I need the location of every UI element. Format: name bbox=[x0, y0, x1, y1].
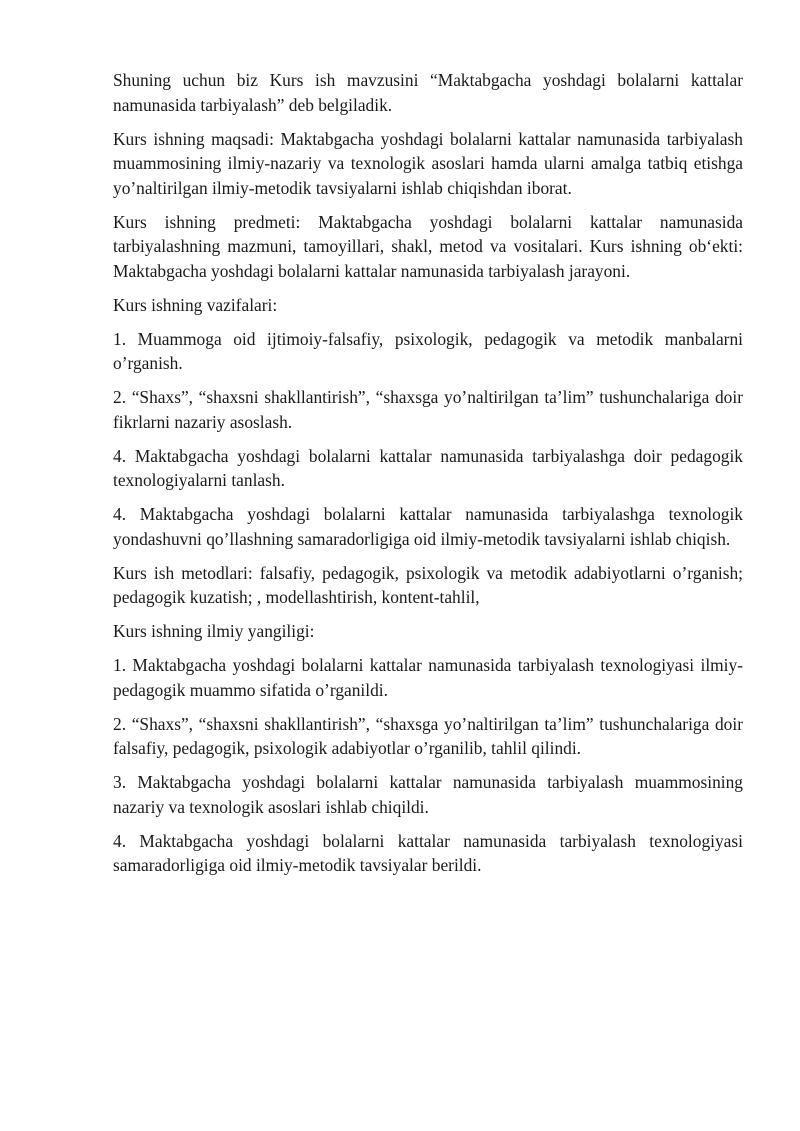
list-item-novelty: 2. “Shaxs”, “shaxsni shakllantirish”, “shaxsga yo’naltirilgan ta’lim” tushunchalariga doir falsafiy, pedagogik, psixologik adabiyotlar o’rganilib, tahlil qilindi. bbox=[113, 713, 743, 758]
list-item-task: 4. Maktabgacha yoshdagi bolalarni kattalar namunasida tarbiyalashga texnologik yondashuvni qo’llashning samaradorligiga oid ilmiy-metodik tavsiyalarni ishlab chiqish. bbox=[113, 504, 743, 549]
paragraph-methods: Kurs ish metodlari: falsafiy, pedagogik, psixologik va metodik adabiyotlarni o’rganish; pedagogik kuzatish; , modellashtirish, kontent-tahlil, bbox=[113, 562, 743, 607]
list-item-task: 4. Maktabgacha yoshdagi bolalarni kattalar namunasida tarbiyalashga doir pedagogik texnologiyalarni tanlash. bbox=[113, 445, 743, 490]
paragraph-goal: Kurs ishning maqsadi: Maktabgacha yoshdagi bolalarni kattalar namunasida tarbiyalash muammosining ilmiy-nazariy va texnologik asoslari hamda ularni amalga tatbiq etishga yo’naltirilgan ilmiy-metodik tavsiyalarni ishlab chiqishdan iborat. bbox=[113, 128, 743, 198]
heading-novelty: Kurs ishning ilmiy yangiligi: bbox=[113, 621, 315, 641]
list-item-novelty: 3. Maktabgacha yoshdagi bolalarni kattalar namunasida tarbiyalash muammosining nazariy va texnologik asoslari ishlab chiqildi. bbox=[113, 772, 743, 817]
list-item-task: 1. Muammoga oid ijtimoiy-falsafiy, psixologik, pedagogik va metodik manbalarni o’rganish. bbox=[113, 328, 743, 373]
paragraph-intro: Shuning uchun biz Kurs ish mavzusini “Maktabgacha yoshdagi bolalarni kattalar namunasida tarbiyalash” deb belgiladik. bbox=[113, 70, 743, 115]
list-item-novelty: 1. Maktabgacha yoshdagi bolalarni kattalar namunasida tarbiyalash texnologiyasi ilmiy-pedagogik muammo sifatida o’rganildi. bbox=[113, 655, 743, 700]
list-item-task: 2. “Shaxs”, “shaxsni shakllantirish”, “shaxsga yo’naltirilgan ta’lim” tushunchalariga doir fikrlarni nazariy asoslash. bbox=[113, 387, 743, 432]
document-page bbox=[113, 68, 743, 887]
heading-tasks: Kurs ishning vazifalari: bbox=[113, 294, 278, 315]
list-item-novelty: 4. Maktabgacha yoshdagi bolalarni kattalar namunasida tarbiyalash texnologiyasi samaradorligiga oid ilmiy-metodik tavsiyalar berildi. bbox=[113, 830, 743, 875]
paragraph-subject-object: Kurs ishning predmeti: Maktabgacha yoshdagi bolalarni kattalar namunasida tarbiyalashning mazmuni, tamoyillari, shakl, metod va vositalari. Kurs ishning ob‘ekti: Maktabgacha yoshdagi bolalarni kattalar namunasida tarbiyalash jarayoni. bbox=[113, 211, 743, 281]
